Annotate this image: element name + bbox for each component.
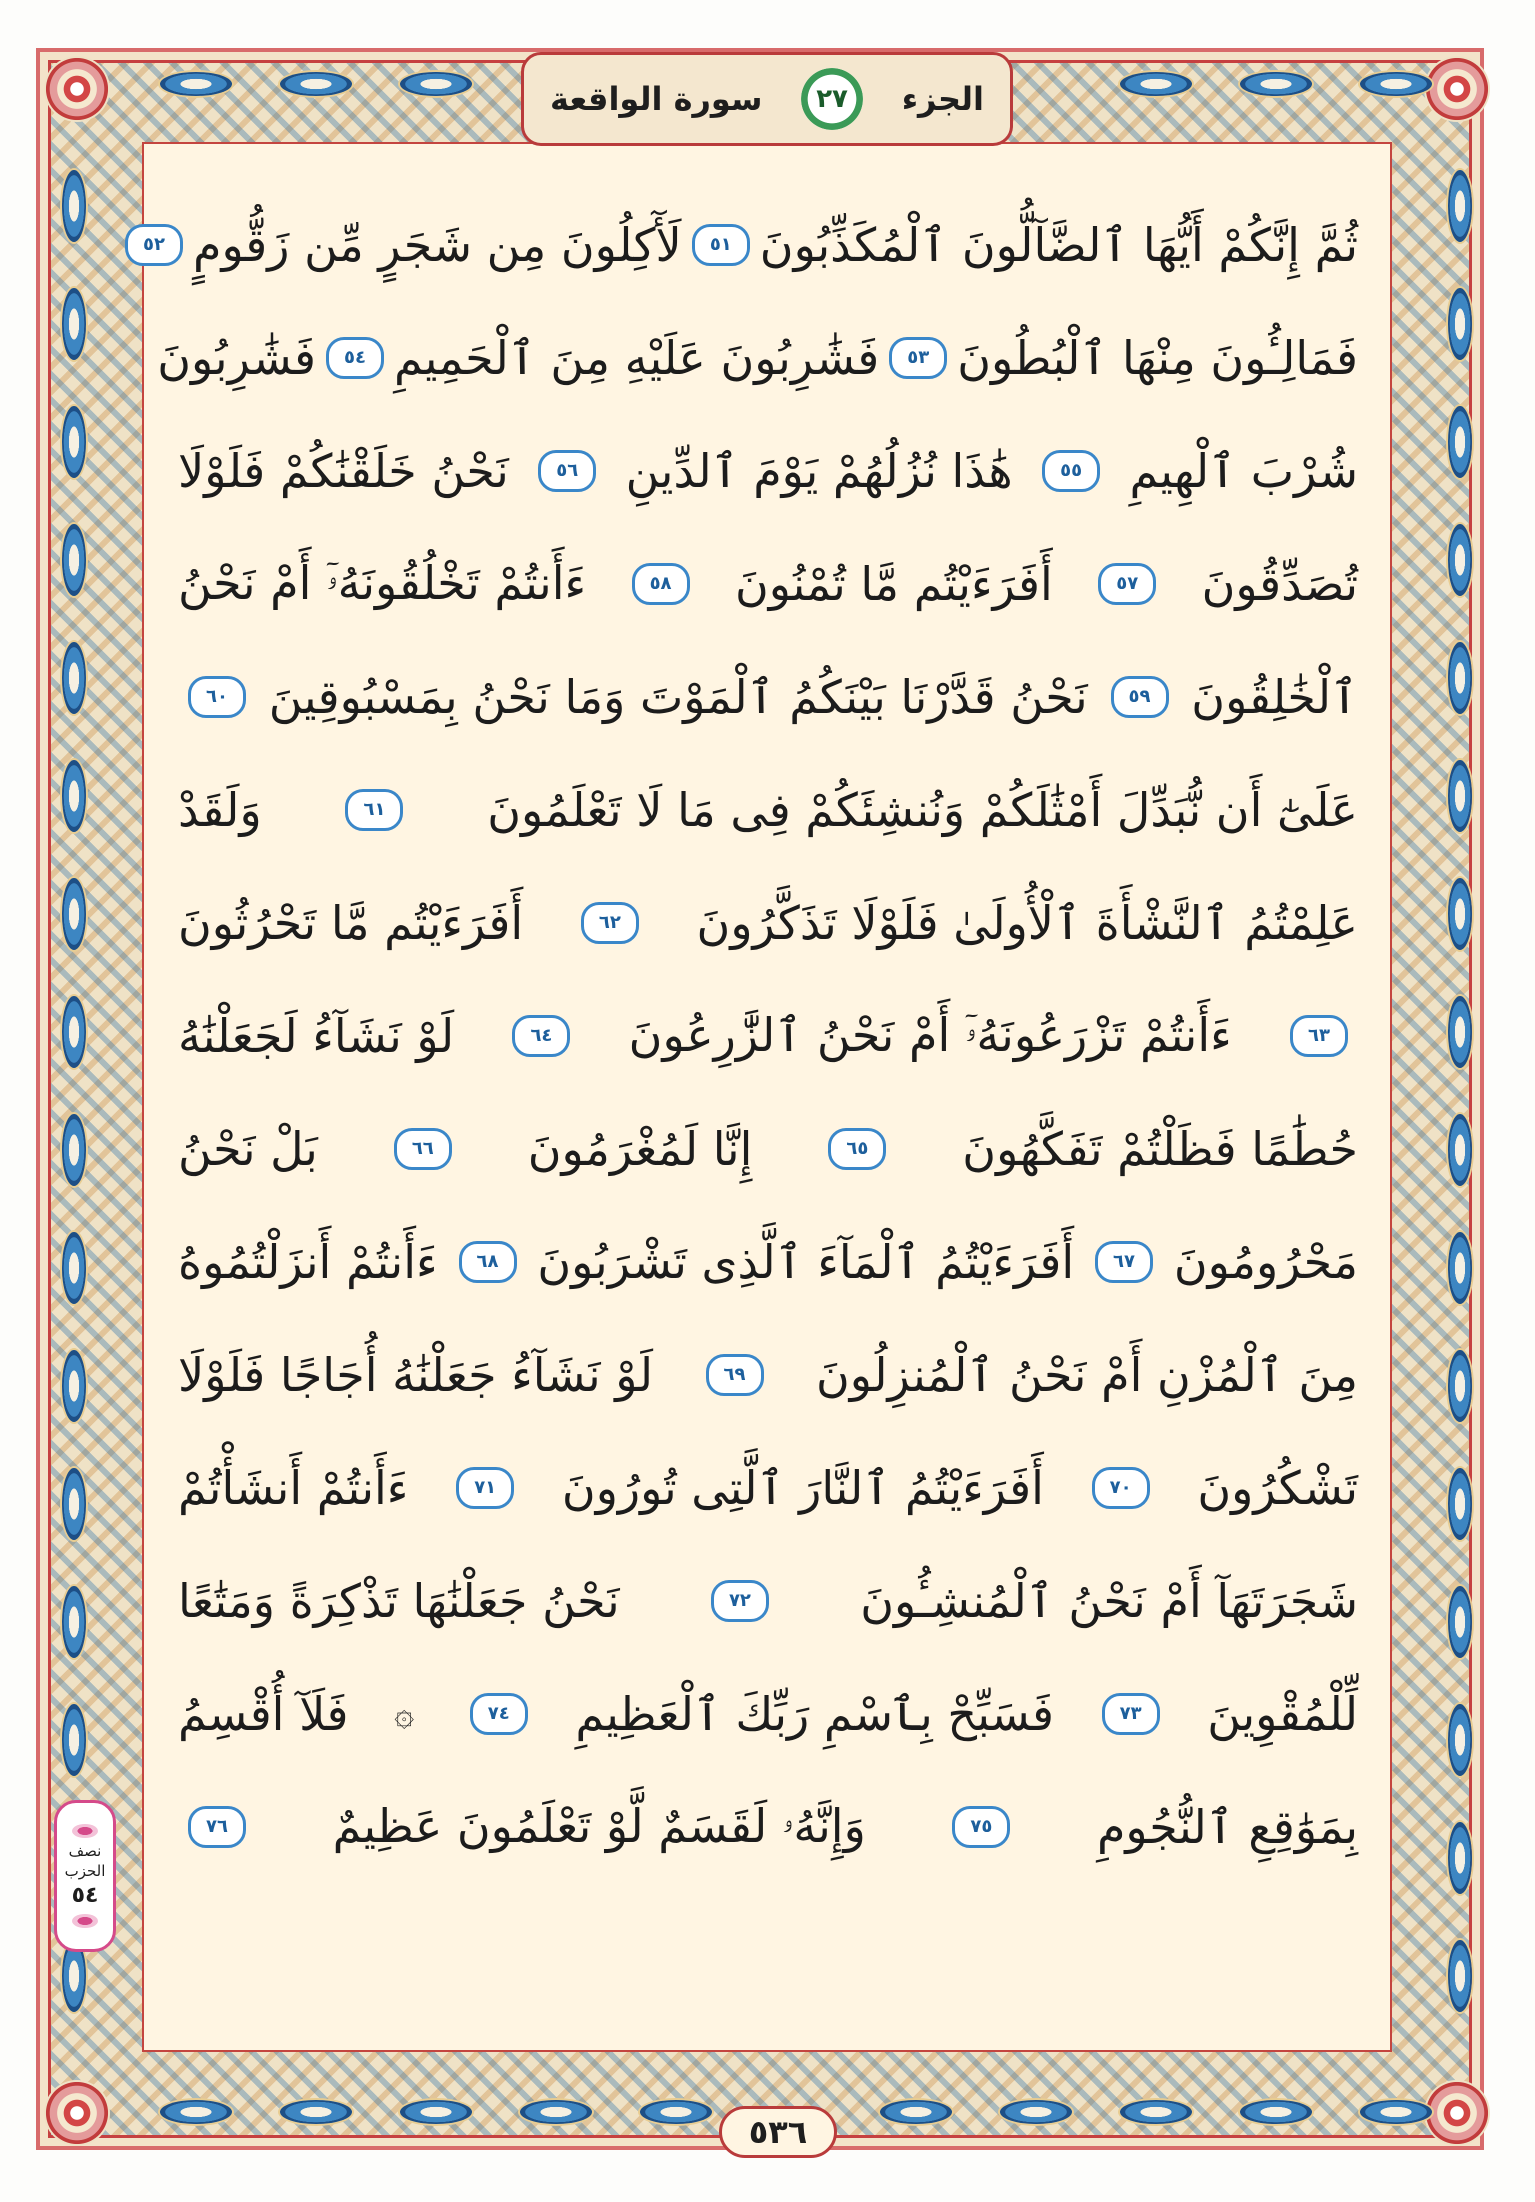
ayah-number-marker: ٦٦ [394, 1128, 452, 1170]
ayah-number-marker: ٦٨ [459, 1241, 517, 1283]
medallion-icon [62, 878, 86, 950]
verse-text: أَفَرَءَيْتُمُ ٱلنَّارَ ٱلَّتِى تُورُونَ [561, 1460, 1044, 1515]
ayah-number-marker: ٥٤ [326, 337, 384, 379]
medallion-icon [1448, 760, 1472, 832]
medallion-icon [1448, 1350, 1472, 1422]
verse-text: فَلَآ أُقْسِمُ [178, 1686, 349, 1741]
medallion-icon [1448, 170, 1472, 242]
ayah-number-marker: ٦١ [345, 789, 403, 831]
verse-text: نَحْنُ خَلَقْنَٰكُمْ فَلَوْلَا [178, 443, 509, 498]
ayah-number-marker: ٧٥ [952, 1806, 1010, 1848]
corner-ornament-icon [1424, 2080, 1490, 2146]
medallion-icon [280, 2100, 352, 2124]
verse-text: فَمَالِـُٔونَ مِنْهَا ٱلْبُطُونَ [957, 330, 1358, 385]
verse-text: ءَأَنتُمْ تَخْلُقُونَهُۥٓ أَمْ نَحْنُ [178, 555, 587, 610]
medallion-icon [62, 288, 86, 360]
medallion-icon [1360, 2100, 1432, 2124]
medallion-icon [1360, 72, 1432, 96]
rub-el-hizb-icon: ۞ [394, 1694, 415, 1734]
verse-text: حُطَٰمًا فَظَلْتُمْ تَفَكَّهُونَ [962, 1121, 1358, 1176]
verse-text: فَشَٰرِبُونَ عَلَيْهِ مِنَ ٱلْحَمِيمِ [394, 330, 880, 385]
verse-text: بِمَوَٰقِعِ ٱلنُّجُومِ [1096, 1799, 1358, 1854]
verse-text: نَحْنُ قَدَّرْنَا بَيْنَكُمُ ٱلْمَوْتَ وَمَا نَحْنُ بِمَسْبُوقِينَ [268, 669, 1088, 724]
medallion-icon [1448, 1468, 1472, 1540]
flower-icon [72, 1824, 98, 1838]
medallion-icon [160, 2100, 232, 2124]
ayah-number-marker: ٦٤ [512, 1015, 570, 1057]
ayah-number-marker: ٥٦ [538, 450, 596, 492]
text-line [178, 1205, 1358, 1318]
verse-text: شُرْبَ ٱلْهِيمِ [1129, 443, 1358, 498]
verse-text: نَحْنُ جَعَلْنَٰهَا تَذْكِرَةً وَمَتَٰعًا [178, 1573, 620, 1628]
text-line [178, 527, 1358, 640]
text-line [178, 1657, 1358, 1770]
verse-text: ثُمَّ إِنَّكُمْ أَيُّهَا ٱلضَّآلُّونَ ٱلْمُكَذِّبُونَ [759, 217, 1358, 272]
corner-ornament-icon [1424, 56, 1490, 122]
medallion-icon [1448, 996, 1472, 1068]
hizb-number: ٥٤ [71, 1883, 99, 1909]
verse-text: لَوْ نَشَآءُ لَجَعَلْنَٰهُ [178, 1008, 455, 1063]
flower-icon [72, 1914, 98, 1928]
verse-text: وَإِنَّهُۥ لَقَسَمٌ لَّوْ تَعْلَمُونَ عَظِيمٌ [332, 1798, 866, 1853]
verse-text: فَسَبِّحْ بِٱسْمِ رَبِّكَ ٱلْعَظِيمِ [575, 1686, 1054, 1741]
medallion-icon [1448, 1114, 1472, 1186]
verse-text: مَحْرُومُونَ [1173, 1234, 1358, 1289]
ayah-number-marker: ٦٠ [188, 676, 246, 718]
medallion-icon [62, 996, 86, 1068]
medallion-icon [1120, 2100, 1192, 2124]
ayah-number-marker: ٦٧ [1095, 1241, 1153, 1283]
ayah-number-marker: ٧٣ [1102, 1693, 1160, 1735]
medallion-icon [1000, 2100, 1072, 2124]
hizb-fraction: نصف [68, 1841, 102, 1860]
text-line [178, 1431, 1358, 1544]
medallion-icon [1448, 288, 1472, 360]
ayah-number-marker: ٥٢ [125, 224, 183, 266]
medallion-icon [62, 406, 86, 478]
surah-title: سورة الواقعة [550, 80, 763, 118]
verse-text: أَفَرَءَيْتُم مَّا تَحْرُثُونَ [178, 895, 524, 950]
juz-label: الجزء [901, 80, 984, 118]
verse-text: فَشَٰرِبُونَ [157, 330, 316, 385]
medallion-icon [62, 170, 86, 242]
text-line [178, 1770, 1358, 1883]
verse-text: تَشْكُرُونَ [1197, 1460, 1358, 1515]
medallion-icon [1448, 1940, 1472, 2012]
ayah-number-marker: ٥٩ [1111, 676, 1169, 718]
hizb-marker [54, 1800, 116, 1952]
text-line [178, 640, 1358, 753]
text-line [157, 301, 1358, 414]
ayah-number-marker: ٦٩ [706, 1354, 764, 1396]
ayah-number-marker: ٦٥ [828, 1128, 886, 1170]
verse-text: إِنَّا لَمُغْرَمُونَ [527, 1121, 753, 1176]
medallion-icon [62, 1586, 86, 1658]
page-number: ٥٣٦ [719, 2106, 837, 2158]
medallion-icon [1120, 72, 1192, 96]
medallion-icon [1448, 524, 1472, 596]
verse-text: ءَأَنتُمْ تَزْرَعُونَهُۥٓ أَمْ نَحْنُ ٱلزَّٰرِعُونَ [628, 1007, 1232, 1062]
text-line [143, 188, 1358, 301]
medallion-icon [1240, 72, 1312, 96]
ayah-number-marker: ٦٣ [1290, 1015, 1348, 1057]
medallion-icon [280, 72, 352, 96]
medallion-icon [62, 642, 86, 714]
ayah-number-marker: ٧٢ [711, 1580, 769, 1622]
verse-text: وَلَقَدْ [178, 782, 262, 837]
verse-text: تُصَدِّقُونَ [1201, 556, 1358, 611]
verse-text: لِّلْمُقْوِينَ [1207, 1686, 1358, 1741]
text-line [178, 979, 1358, 1092]
ayah-number-marker: ٥٧ [1098, 563, 1156, 605]
medallion-icon [400, 2100, 472, 2124]
corner-ornament-icon [44, 56, 110, 122]
juz-number-badge: ٢٧ [801, 68, 863, 130]
medallion-icon [1448, 1822, 1472, 1894]
ayah-number-marker: ٦٢ [581, 902, 639, 944]
medallion-icon [520, 2100, 592, 2124]
text-line [178, 414, 1358, 527]
verse-text: شَجَرَتَهَآ أَمْ نَحْنُ ٱلْمُنشِـُٔونَ [860, 1573, 1358, 1628]
medallion-icon [160, 72, 232, 96]
medallion-icon [1448, 642, 1472, 714]
medallion-icon [62, 1704, 86, 1776]
ayah-number-marker: ٧٠ [1092, 1467, 1150, 1509]
hizb-label: الحزب [64, 1862, 106, 1881]
ayah-number-marker: ٧٤ [470, 1693, 528, 1735]
ayah-number-marker: ٧٦ [188, 1806, 246, 1848]
medallion-icon [1448, 406, 1472, 478]
text-line [178, 1318, 1358, 1431]
corner-ornament-icon [44, 2080, 110, 2146]
medallion-icon [1240, 2100, 1312, 2124]
medallion-icon [62, 760, 86, 832]
verse-text: لَوْ نَشَآءُ جَعَلْنَٰهُ أُجَاجًا فَلَوْلَا [178, 1347, 654, 1402]
medallion-icon [880, 2100, 952, 2124]
medallion-icon [62, 1232, 86, 1304]
verse-text: ٱلْخَٰلِقُونَ [1191, 669, 1358, 724]
ayah-number-marker: ٧١ [456, 1467, 514, 1509]
page-header [521, 52, 1013, 146]
ayah-number-marker: ٥٨ [632, 563, 690, 605]
medallion-icon [62, 1114, 86, 1186]
text-line [178, 753, 1358, 866]
medallion-icon [1448, 1704, 1472, 1776]
text-line [178, 1092, 1358, 1205]
verse-text: أَفَرَءَيْتُم مَّا تُمْنُونَ [734, 556, 1053, 611]
text-line [178, 866, 1358, 979]
medallion-icon [1448, 878, 1472, 950]
ayah-number-marker: ٥٣ [889, 337, 947, 379]
quran-text [143, 188, 1358, 1883]
medallion-icon [400, 72, 472, 96]
verse-text: عَلِمْتُمُ ٱلنَّشْأَةَ ٱلْأُولَىٰ فَلَوْلَا تَذَكَّرُونَ [696, 895, 1358, 950]
verse-text: لَأٓكِلُونَ مِن شَجَرٍ مِّن زَقُّومٍ [193, 217, 682, 272]
verse-text: ءَأَنتُمْ أَنشَأْتُمْ [178, 1460, 409, 1515]
medallion-icon [1448, 1586, 1472, 1658]
verse-text: ءَأَنتُمْ أَنزَلْتُمُوهُ [178, 1234, 438, 1289]
verse-text: بَلْ نَحْنُ [178, 1121, 318, 1176]
medallion-icon [1448, 1232, 1472, 1304]
medallion-icon [62, 1468, 86, 1540]
medallion-icon [640, 2100, 712, 2124]
ayah-number-marker: ٥١ [692, 224, 750, 266]
medallion-icon [62, 524, 86, 596]
verse-text: عَلَىٰٓ أَن نُّبَدِّلَ أَمْثَٰلَكُمْ وَنُنشِئَكُمْ فِى مَا لَا تَعْلَمُونَ [487, 782, 1358, 837]
text-line [178, 1544, 1358, 1657]
verse-text: هَٰذَا نُزُلُهُمْ يَوْمَ ٱلدِّينِ [625, 443, 1013, 498]
verse-text: أَفَرَءَيْتُمُ ٱلْمَآءَ ٱلَّذِى تَشْرَبُونَ [537, 1234, 1075, 1289]
ayah-number-marker: ٥٥ [1042, 450, 1100, 492]
medallion-icon [62, 1350, 86, 1422]
verse-text: مِنَ ٱلْمُزْنِ أَمْ نَحْنُ ٱلْمُنزِلُونَ [815, 1347, 1358, 1402]
